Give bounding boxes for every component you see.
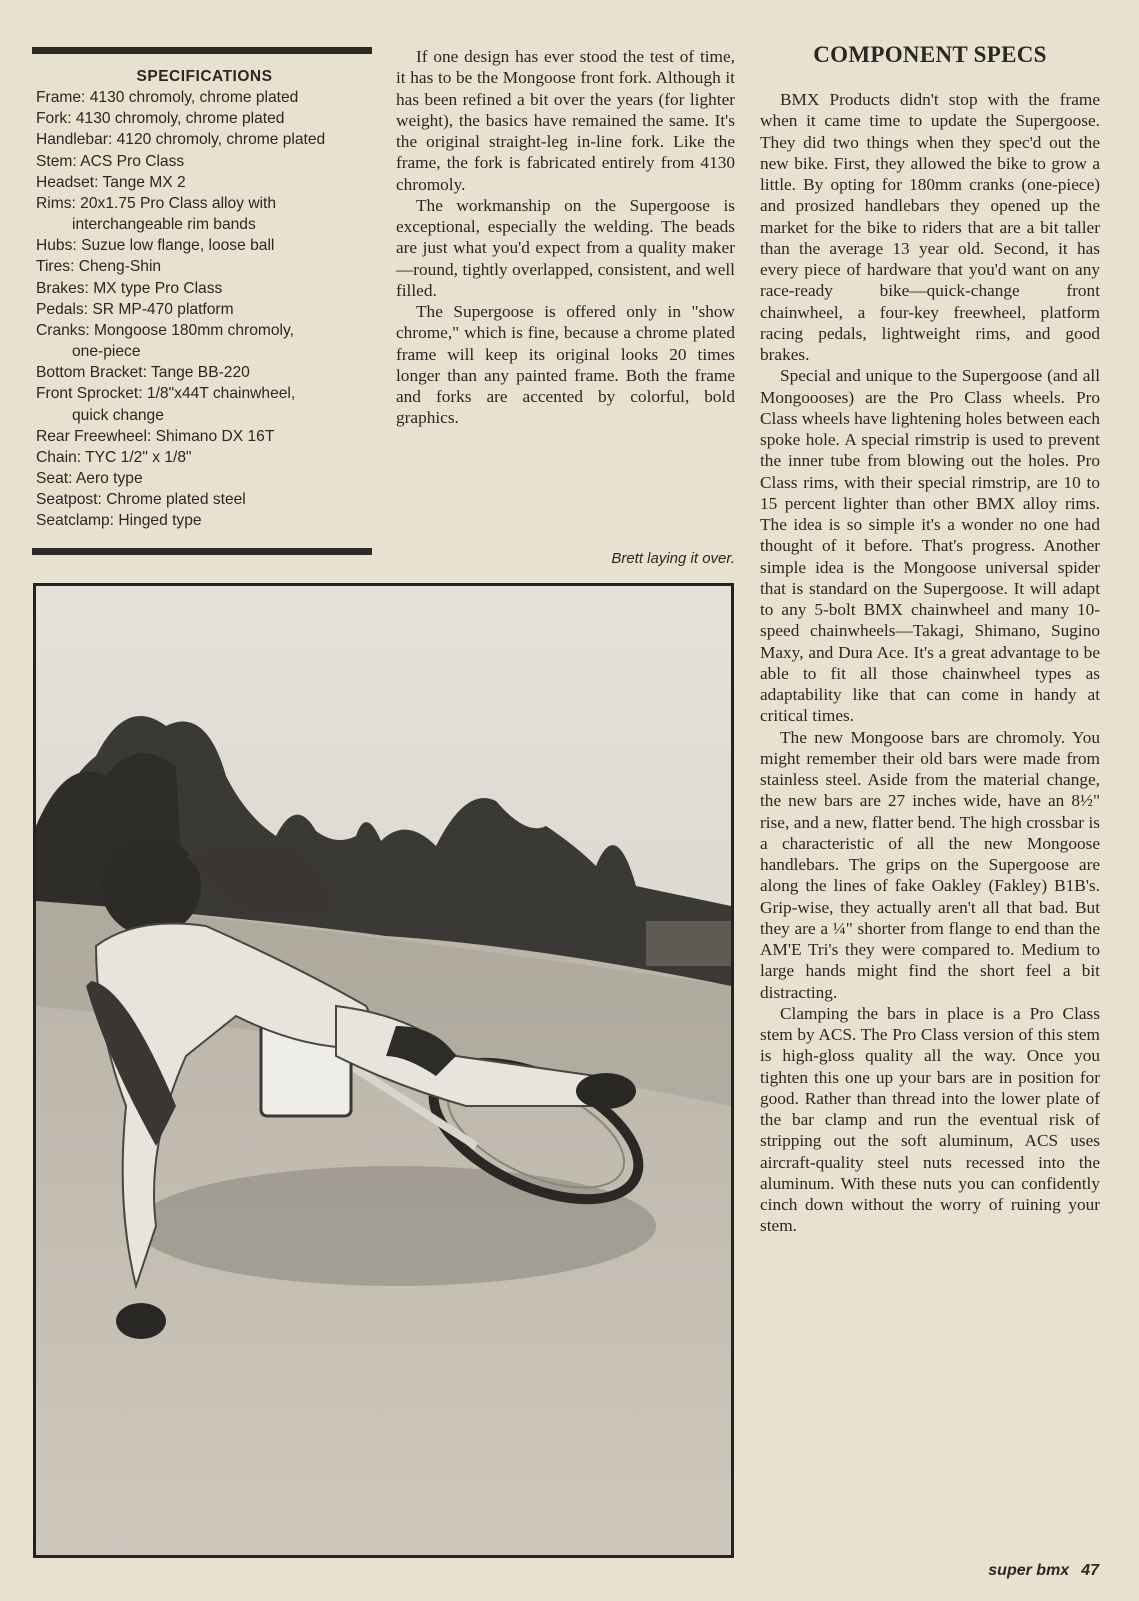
spec-line: interchangeable rim bands bbox=[72, 216, 256, 234]
spec-line: Rear Freewheel: Shimano DX 16T bbox=[36, 427, 275, 445]
spec-line: Stem: ACS Pro Class bbox=[36, 152, 185, 170]
spec-line: Bottom Bracket: Tange BB-220 bbox=[36, 364, 250, 382]
specifications-box bbox=[32, 66, 377, 531]
photo-caption: Brett laying it over. bbox=[611, 550, 735, 567]
spec-line: Headset: Tange MX 2 bbox=[36, 173, 186, 191]
spec-line: Rims: 20x1.75 Pro Class alloy with bbox=[36, 194, 277, 212]
article-paragraph: If one design has ever stood the test of time, it has to be the Mongoose front fork. Although it has been refined a bit over the years (for lighter weight), the basics have remained the same. It's the original straight-leg in-line fork. Like the frame, the fork is fabricated entirely from 4130 chromoly. bbox=[396, 47, 735, 194]
spec-line: Handlebar: 4120 chromoly, chrome plated bbox=[36, 131, 326, 149]
top-rule bbox=[32, 47, 372, 54]
spec-line: Frame: 4130 chromoly, chrome plated bbox=[36, 89, 299, 107]
spec-line: one-piece bbox=[72, 343, 141, 361]
article-column-2 bbox=[396, 46, 735, 429]
article-paragraph: The workmanship on the Supergoose is exceptional, especially the welding. The beads are just what you'd expect from a quality maker—round, tightly overlapped, consistent, and well filled. bbox=[396, 195, 735, 300]
article-paragraph: The Supergoose is offered only in "show chrome," which is fine, because a chrome plated frame will keep its original looks 20 times longer than any painted frame. Both the frame and forks are accented by colorful, bold graphics. bbox=[396, 302, 735, 428]
spec-line: Cranks: Mongoose 180mm chromoly, bbox=[36, 321, 294, 339]
rider-photo bbox=[33, 583, 734, 1558]
magazine-name: super bmx bbox=[988, 1562, 1070, 1579]
spec-line: Chain: TYC 1/2" x 1/8" bbox=[36, 448, 192, 466]
article-paragraph: The new Mongoose bars are chromoly. You might remember their old bars were made from stainless steel. Aside from the material change, the new bars are 27 inches wide, have an 8½" rise, and a new, flatter bend. The high crossbar is a characteristic of all the new Mongoose handlebars. The grips on the Supergoose are along the lines of fake Oakley (Fakley) B1B's. Grip-wise, they actually aren't all that bad. But they are a ¼" shorter from flange to end than the AM'E Tri's they were compared to. Medium to large hands might find the short feel a bit distracting. bbox=[760, 727, 1100, 1002]
spec-line: quick change bbox=[72, 406, 164, 424]
spec-line: Seatclamp: Hinged type bbox=[36, 512, 202, 530]
spec-line: Front Sprocket: 1/8"x44T chainwheel, bbox=[36, 385, 296, 403]
spec-line: Fork: 4130 chromoly, chrome plated bbox=[36, 110, 285, 128]
spec-line: Seat: Aero type bbox=[36, 469, 143, 487]
article-paragraph: Special and unique to the Supergoose (and all Mongoooses) are the Pro Class wheels. Pro Class wheels have lightening holes between each spoke hole. A special rimstrip is used to prevent the inner tube from blowing out the holes. Pro Class rims, with their special rimstrip, are 10 to 15 percent lighter than other BMX alloy rims. The idea is so simple it's a wonder no one had thought of it before. That's progress. Another simple idea is the Mongoose universal spider that is standard on the Supergoose. It will adapt to any 5-bolt BMX chainwheel and many 10-speed chainwheels—Takagi, Shimano, Sugino Maxy, and Dura Ace. It's a great advantage to be able to fit all those chainwheel types as adaptability like that can come in handy at critical times. bbox=[760, 366, 1100, 726]
page-number: 47 bbox=[1081, 1562, 1099, 1579]
component-specs-heading: COMPONENT SPECS bbox=[813, 42, 1047, 67]
spec-line: Hubs: Suzue low flange, loose ball bbox=[36, 237, 275, 255]
article-paragraph: Clamping the bars in place is a Pro Class stem by ACS. The Pro Class version of this stem is high-gloss quality all the way. Once you tighten this one up your bars are in position for good. Rather than thread into the lower plate of the bar clamp and run the eventual risk of stripping out the soft aluminum, ACS uses aircraft-quality steel nuts recessed into the aluminum. With these nuts you can confidently cinch down without the worry of ruining your stem. bbox=[760, 1003, 1100, 1236]
article-paragraph: BMX Products didn't stop with the frame when it came time to update the Supergoose. They did two things when they spec'd out the new bike. First, they allowed the bike to grow a little. By opting for 180mm cranks (one-piece) and prosized handlebars they opened up the market for the bike to riders that are a bit taller than the average 13 year old. Second, it has every piece of hardware that you'd want on any race-ready bike—quick-change front chainwheel, a four-key freewheel, platform racing pedals, lightweight rims, and good brakes. bbox=[760, 90, 1100, 364]
bottom-rule bbox=[32, 548, 372, 555]
article-column-3 bbox=[760, 89, 1100, 1237]
spec-line: Tires: Cheng-Shin bbox=[36, 258, 162, 276]
spec-line: Seatpost: Chrome plated steel bbox=[36, 491, 246, 509]
spec-line: Brakes: MX type Pro Class bbox=[36, 279, 223, 297]
spec-line: Pedals: SR MP-470 platform bbox=[36, 300, 234, 318]
page-footer bbox=[976, 1562, 1099, 1580]
specifications-title: SPECIFICATIONS bbox=[136, 68, 273, 85]
